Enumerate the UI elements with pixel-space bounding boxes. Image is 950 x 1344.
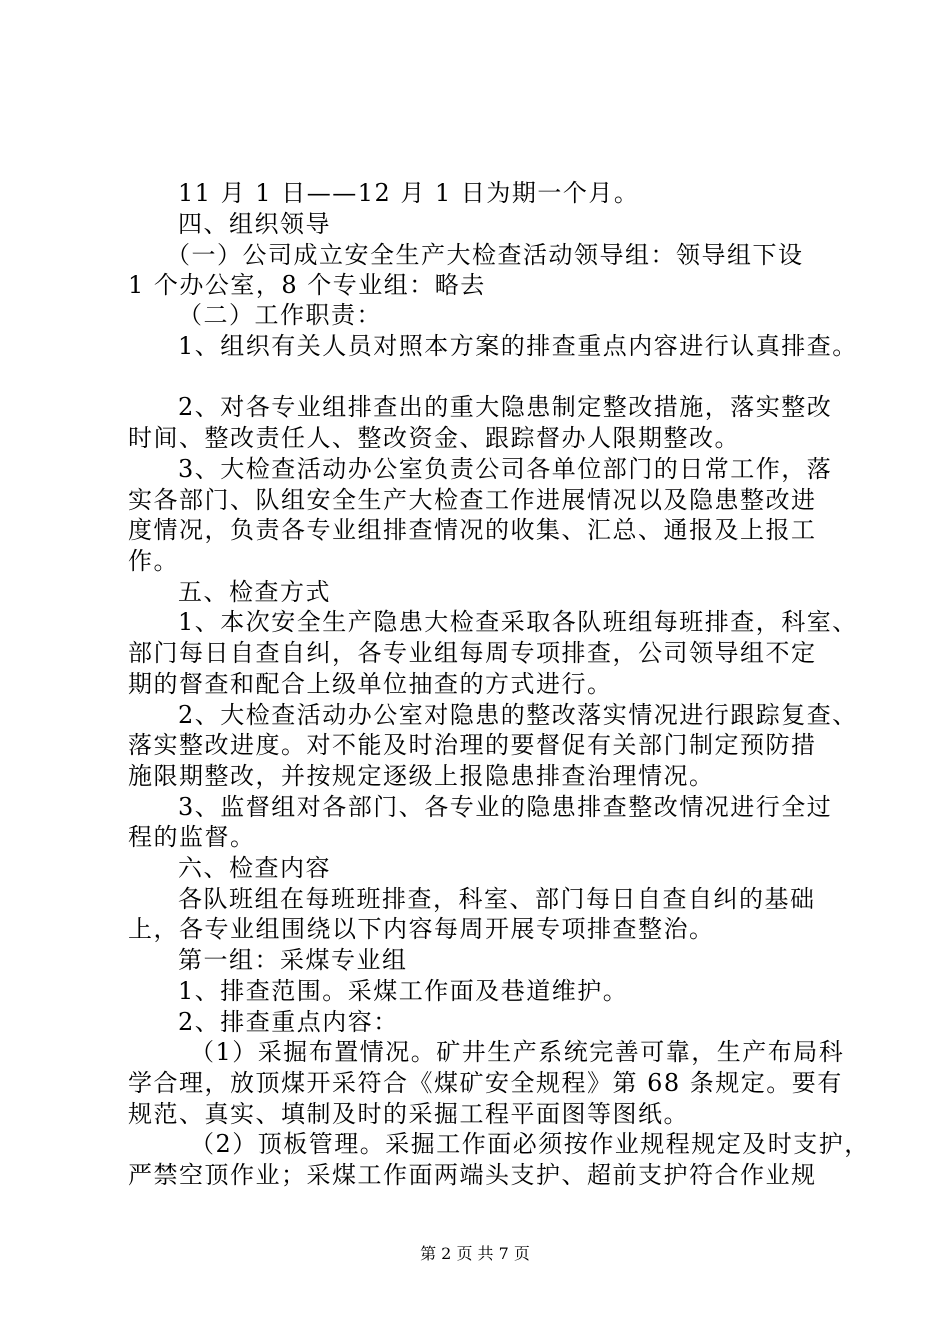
text-line: 1、组织有关人员对照本方案的排查重点内容进行认真排查。 xyxy=(178,332,858,360)
text-line: 施限期整改，并按规定逐级上报隐患排查治理情况。 xyxy=(128,762,715,790)
section-heading: 四、组织领导 xyxy=(178,210,331,238)
text-line: 11 月 1 日——12 月 1 日为期一个月。 xyxy=(178,179,640,207)
text-line: 1、排查范围。采煤工作面及巷道维护。 xyxy=(178,977,629,1005)
text-line: （2）顶板管理。采掘工作面必须按作业规程规定及时支护， xyxy=(190,1130,870,1158)
text-line: 学合理，放顶煤开采符合《煤矿安全规程》第 68 条规定。要有 xyxy=(128,1069,843,1097)
text-line: 上，各专业组围绕以下内容每周开展专项排查整治。 xyxy=(128,915,715,943)
text-line: 期的督查和配合上级单位抽查的方式进行。 xyxy=(128,670,613,698)
section-heading: 六、检查内容 xyxy=(178,854,331,882)
text-line: 1 个办公室，8 个专业组：略去 xyxy=(128,271,486,299)
text-line: 2、大检查活动办公室对隐患的整改落实情况进行跟踪复查、 xyxy=(178,701,858,729)
text-line: 度情况，负责各专业组排查情况的收集、汇总、通报及上报工 xyxy=(128,516,817,544)
subsection-heading: 第一组：采煤专业组 xyxy=(178,946,408,974)
text-line: 部门每日自查自纠，各专业组每周专项排查，公司领导组不定 xyxy=(128,639,817,667)
text-line: 3、大检查活动办公室负责公司各单位部门的日常工作，落 xyxy=(178,455,833,483)
text-line: 落实整改进度。对不能及时治理的要督促有关部门制定预防措 xyxy=(128,731,817,759)
text-line: 时间、整改责任人、整改资金、跟踪督办人限期整改。 xyxy=(128,424,740,452)
text-line: 1、本次安全生产隐患大检查采取各队班组每班排查，科室、 xyxy=(178,608,858,636)
text-line: 规范、真实、填制及时的采掘工程平面图等图纸。 xyxy=(128,1100,689,1128)
text-line: 2、排查重点内容： xyxy=(178,1008,399,1036)
page-number-footer: 第 2 页 共 7 页 xyxy=(420,1244,530,1263)
text-line: 程的监督。 xyxy=(128,823,256,851)
section-heading: 五、检查方式 xyxy=(178,578,331,606)
text-line: 作。 xyxy=(128,547,179,575)
text-line: （二）工作职责： xyxy=(178,301,382,329)
text-line: （一）公司成立安全生产大检查活动领导组：领导组下设 xyxy=(166,241,804,269)
text-line: 3、监督组对各部门、各专业的隐患排查整改情况进行全过 xyxy=(178,793,833,821)
text-line: 严禁空顶作业；采煤工作面两端头支护、超前支护符合作业规 xyxy=(128,1161,817,1189)
text-line: 2、对各专业组排查出的重大隐患制定整改措施，落实整改 xyxy=(178,393,833,421)
text-line: 各队班组在每班班排查，科室、部门每日自查自纠的基础 xyxy=(178,885,816,913)
text-line: 实各部门、队组安全生产大检查工作进展情况以及隐患整改进 xyxy=(128,486,817,514)
text-line: （1）采掘布置情况。矿井生产系统完善可靠，生产布局科 xyxy=(190,1038,845,1066)
